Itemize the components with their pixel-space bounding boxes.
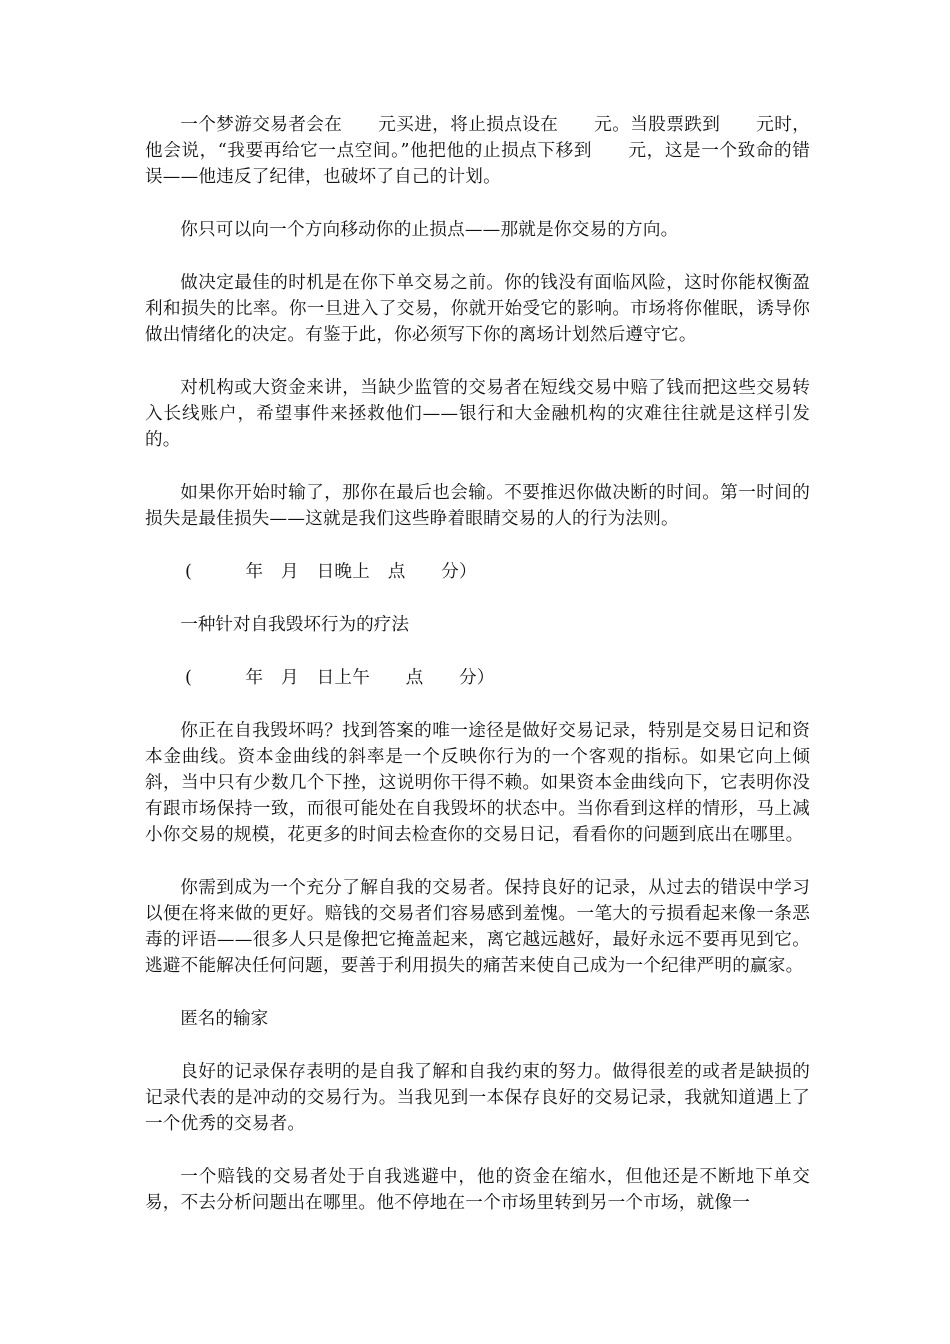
paragraph-equity-curve: 你正在自我毁坏吗？找到答案的唯一途径是做好交易记录，特别是交易日记和资本金曲线。资本金曲线的斜率是一个反映你行为的一个客观的指标。如果它向上倾斜，当中只有少数几个下挫，这说明你干得不赖。如果资本金曲线向下，它表明你没有跟市场保持一致，而很可能处在自我毁坏的状态中。当你看到这样的情形，马上减小你交易的规模，花更多的时间去检查你的交易日记，看看你的问题到底出在哪里。 — [145, 721, 810, 845]
paragraph-best-decision-time: 做决定最佳的时机是在你下单交易之前。你的钱没有面临风险，这时你能权衡盈利和损失的比率。你一旦进入了交易，你就开始受它的影响。市场将你催眠，诱导你做出情绪化的决定。有鉴于此，你必须写下你的离场计划然后遵守它。 — [145, 273, 810, 345]
paragraph-sleepwalking-trader: 一个梦游交易者会在 元买进，将止损点设在 元。当股票跌到 元时，他会说，“我要再给它一点空间。”他把他的止损点下移到 元，这是一个致命的错误——他违反了纪律，也破坏了自己的计划。 — [145, 115, 810, 187]
document-page — [145, 112, 810, 1243]
paragraph-institutions: 对机构或大资金来讲，当缺少监管的交易者在短线交易中赔了钱而把这些交易转入长线账户，希望事件来拯救他们——银行和大金融机构的灾难往往就是这样引发的。 — [145, 378, 810, 450]
section-heading-self-destruction-therapy: 一种针对自我毁坏行为的疗法 — [180, 615, 409, 635]
timestamp-evening: ( 年 月 日晚上 点 分） — [185, 562, 477, 582]
paragraph-stop-direction: 你只可以向一个方向移动你的止损点——那就是你交易的方向。 — [180, 220, 679, 240]
paragraph-good-records: 良好的记录保存表明的是自我了解和自我约束的努力。做得很差的或者是缺损的记录代表的是冲动的交易行为。当我见到一本保存良好的交易记录，我就知道遇上了一个优秀的交易者。 — [145, 1062, 810, 1134]
paragraph-self-aware-trader: 你需到成为一个充分了解自我的交易者。保持良好的记录，从过去的错误中学习以便在将来做的更好。赔钱的交易者们容易感到羞愧。一笔大的亏损看起来像一条恶毒的评语——很多人只是像把它掩盖起来，离它越远越好，最好永远不要再见到它。逃避不能解决任何问题，要善于利用损失的痛苦来使自己成为一个纪律严明的赢家。 — [145, 878, 810, 976]
section-heading-anonymous-loser: 匿名的输家 — [180, 1009, 269, 1029]
paragraph-first-loss: 如果你开始时输了，那你在最后也会输。不要推迟你做决断的时间。第一时间的损失是最佳损失——这就是我们这些睁着眼睛交易的人的行为法则。 — [145, 483, 810, 529]
timestamp-morning: ( 年 月 日上午 点 分） — [185, 668, 495, 688]
paragraph-losing-trader: 一个赔钱的交易者处于自我逃避中，他的资金在缩水，但他还是不断地下单交易，不去分析问题出在哪里。他不停地在一个市场里转到另一个市场，就像一 — [145, 1167, 810, 1213]
